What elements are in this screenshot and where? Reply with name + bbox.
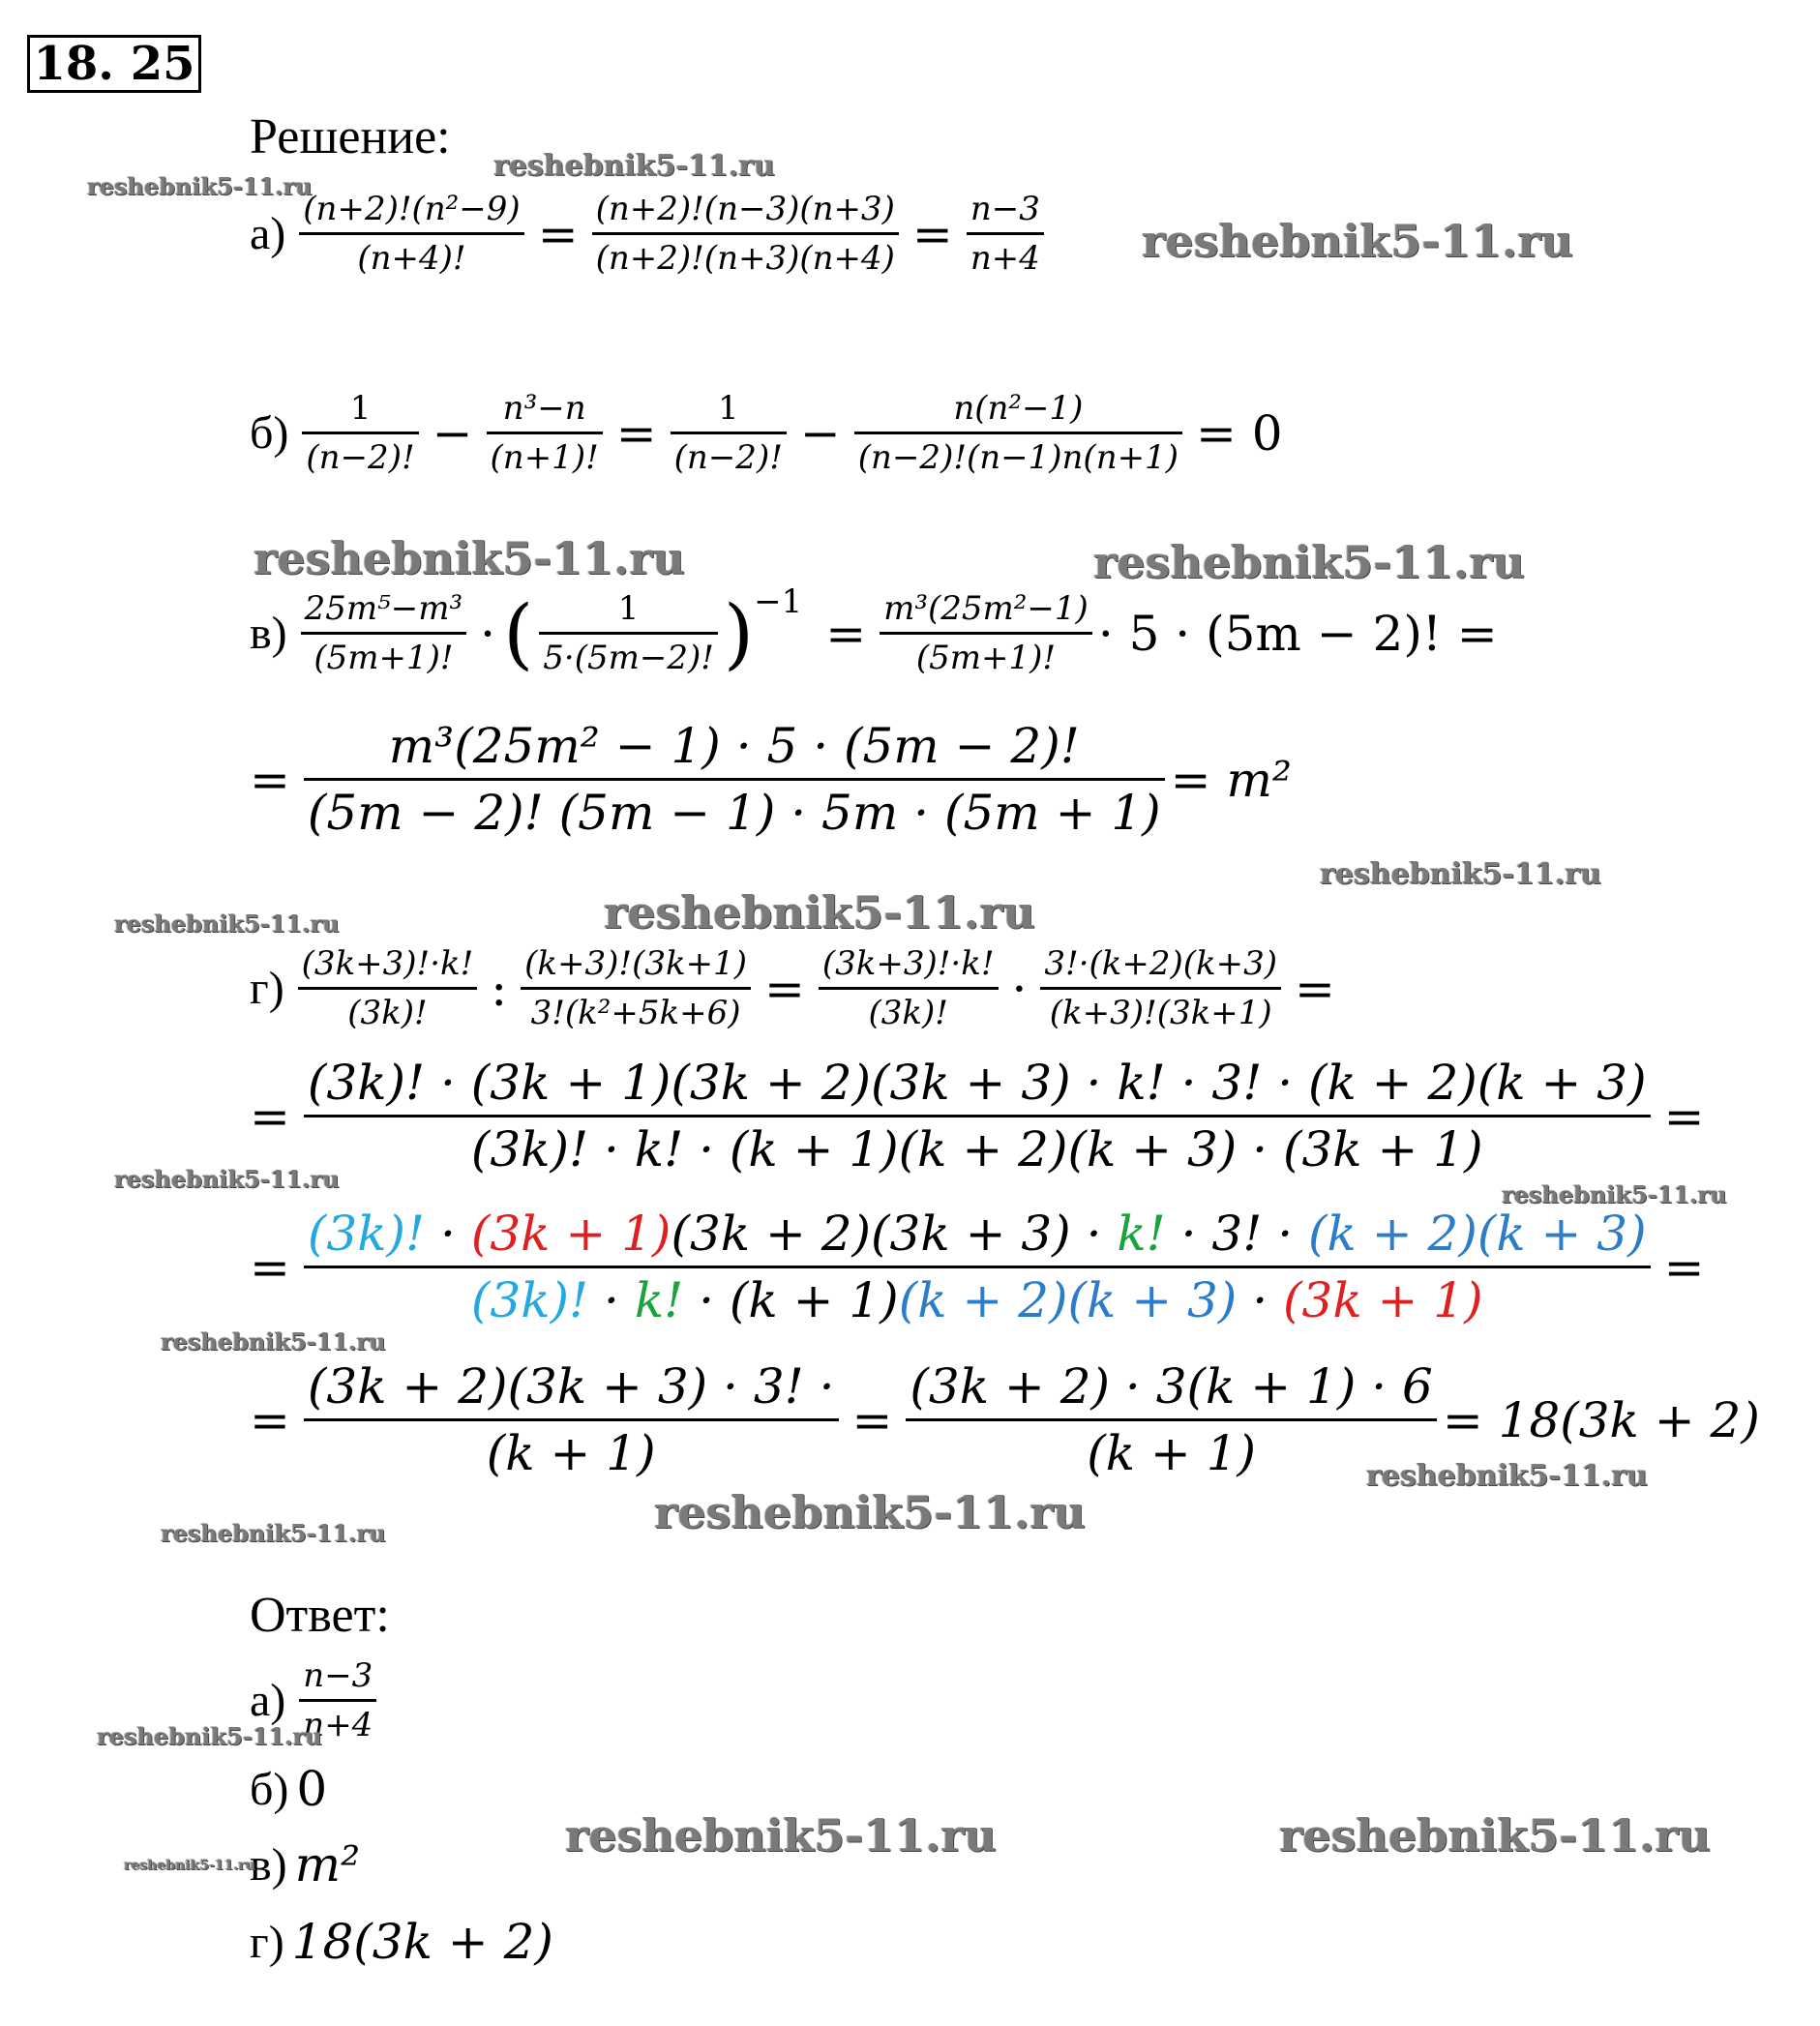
watermark: reshebnik5-11.ru bbox=[114, 909, 340, 938]
answer-v-line bbox=[250, 1836, 360, 1892]
numerator: 3!·(k+2)(k+3) bbox=[1044, 944, 1278, 983]
watermark: reshebnik5-11.ru bbox=[654, 1486, 1086, 1538]
equals-sign: = bbox=[763, 960, 805, 1017]
numerator: 1 bbox=[349, 389, 372, 428]
part-g-label: г) bbox=[250, 963, 284, 1014]
part-a-fraction-1 bbox=[299, 190, 523, 278]
numerator: n(n²−1) bbox=[953, 389, 1084, 428]
watermark: reshebnik5-11.ru bbox=[604, 886, 1035, 939]
answer-a-label: а) bbox=[250, 1675, 286, 1726]
cancel-term-3k-plus-1: (3k + 1) bbox=[1283, 1272, 1483, 1328]
numerator: 25m⁵−m³ bbox=[304, 589, 463, 628]
solution-heading: Решение: bbox=[250, 109, 451, 164]
part-g-fraction-2 bbox=[521, 944, 751, 1032]
part-a-fraction-3 bbox=[967, 190, 1044, 278]
term: (3k + 2)(3k + 3) · bbox=[671, 1206, 1118, 1262]
denominator: (k + 1) bbox=[1087, 1425, 1257, 1481]
watermark: reshebnik5-11.ru bbox=[1502, 1180, 1727, 1208]
part-a-fraction-2 bbox=[592, 190, 899, 278]
equals-sign: = bbox=[1663, 1087, 1705, 1145]
denominator: (n+2)!(n+3)(n+4) bbox=[595, 239, 895, 278]
denominator: (3k)! bbox=[347, 994, 428, 1032]
denominator: (3k)! bbox=[868, 994, 948, 1032]
part-v-tail: · 5 · (5m − 2)! = bbox=[1097, 605, 1498, 662]
term: · bbox=[588, 1272, 635, 1328]
part-v-fraction-4 bbox=[304, 718, 1165, 841]
cancel-term-k2-k3: (k + 2)(k + 3) bbox=[1308, 1206, 1647, 1262]
numerator: (k+3)!(3k+1) bbox=[524, 944, 747, 983]
equals-sign: = bbox=[250, 751, 290, 808]
watermark: reshebnik5-11.ru bbox=[565, 1809, 997, 1862]
answer-v-value: m² bbox=[294, 1836, 361, 1892]
numerator: 1 bbox=[617, 589, 640, 628]
denominator: (5m+1)! bbox=[915, 639, 1057, 677]
part-b-fraction-4 bbox=[854, 389, 1182, 477]
colon-sign: : bbox=[491, 960, 508, 1017]
numerator bbox=[304, 1206, 1651, 1262]
numerator: (3k + 2)(3k + 3) · 3! · bbox=[307, 1358, 835, 1415]
cancel-term-3k-fact: (3k)! bbox=[307, 1206, 426, 1262]
cancel-term-3k-fact: (3k)! bbox=[470, 1272, 589, 1328]
watermark: reshebnik5-11.ru bbox=[124, 1858, 255, 1873]
power-minus-one: −1 bbox=[754, 582, 803, 621]
equals-sign: = bbox=[537, 205, 579, 262]
part-g-fraction-7 bbox=[304, 1358, 839, 1481]
watermark: reshebnik5-11.ru bbox=[87, 172, 313, 200]
part-v-fraction-3 bbox=[880, 589, 1092, 677]
term: · (k + 1) bbox=[683, 1272, 899, 1328]
part-v-line-1 bbox=[250, 582, 1498, 678]
part-b-result: = 0 bbox=[1195, 404, 1283, 462]
equals-sign: = bbox=[615, 404, 657, 462]
denominator: n+4 bbox=[303, 1706, 373, 1744]
equals-sign: = bbox=[851, 1391, 893, 1448]
part-v-fraction-1 bbox=[301, 589, 467, 677]
denominator: n+4 bbox=[970, 239, 1040, 278]
answer-g-value: 18(3k + 2) bbox=[291, 1914, 553, 1970]
part-g-fraction-6 bbox=[304, 1206, 1651, 1328]
denominator: (n−2)!(n−1)n(n+1) bbox=[857, 438, 1179, 477]
numerator: m³(25m²−1) bbox=[883, 589, 1089, 628]
open-paren: ( bbox=[503, 588, 534, 678]
watermark: reshebnik5-11.ru bbox=[1142, 215, 1573, 267]
watermark: reshebnik5-11.ru bbox=[254, 532, 685, 584]
watermark: reshebnik5-11.ru bbox=[97, 1722, 322, 1750]
denominator: 5·(5m−2)! bbox=[543, 639, 714, 677]
dot-sign: · bbox=[480, 605, 496, 662]
answer-heading: Ответ: bbox=[250, 1588, 390, 1643]
term: · 3! · bbox=[1165, 1206, 1309, 1262]
numerator: n³−n bbox=[502, 389, 586, 428]
term: · bbox=[1237, 1272, 1283, 1328]
denominator: (5m − 2)! (5m − 1) · 5m · (5m + 1) bbox=[307, 785, 1161, 841]
watermark: reshebnik5-11.ru bbox=[161, 1327, 386, 1356]
part-v-fraction-2 bbox=[539, 589, 718, 677]
numerator: n−3 bbox=[303, 1656, 373, 1695]
numerator: (3k+3)!·k! bbox=[301, 944, 474, 983]
denominator: (n−2)! bbox=[306, 438, 415, 477]
numerator: m³(25m² − 1) · 5 · (5m − 2)! bbox=[388, 718, 1080, 774]
part-g-fraction-8 bbox=[906, 1358, 1436, 1481]
watermark: reshebnik5-11.ru bbox=[161, 1519, 386, 1547]
numerator: (3k+3)!·k! bbox=[821, 944, 995, 983]
part-b-line bbox=[250, 389, 1291, 477]
cancel-term-k-fact: k! bbox=[1117, 1206, 1166, 1262]
cancel-term-3k-plus-1: (3k + 1) bbox=[470, 1206, 671, 1262]
denominator: (n+1)! bbox=[490, 438, 599, 477]
denominator: (n+4)! bbox=[357, 239, 466, 278]
denominator bbox=[467, 1272, 1487, 1328]
numerator: (n+2)!(n²−9) bbox=[303, 190, 521, 228]
part-g-line-3 bbox=[250, 1206, 1713, 1328]
watermark: reshebnik5-11.ru bbox=[1366, 1459, 1648, 1493]
dot-sign: · bbox=[1011, 960, 1028, 1017]
answer-v-label: в) bbox=[250, 1838, 287, 1891]
equals-sign: = bbox=[825, 605, 867, 662]
part-v-label: в) bbox=[250, 608, 287, 659]
denominator: (k+3)!(3k+1) bbox=[1049, 994, 1272, 1032]
part-g-line-2 bbox=[250, 1055, 1713, 1177]
cancel-term-k-fact: k! bbox=[634, 1272, 684, 1328]
denominator: (n−2)! bbox=[673, 438, 783, 477]
denominator: (5m+1)! bbox=[313, 639, 454, 677]
part-v-line-2 bbox=[250, 718, 1292, 841]
part-g-fraction-4 bbox=[1040, 944, 1281, 1032]
denominator: (3k)! · k! · (k + 1)(k + 2)(k + 3) · (3k + 1) bbox=[470, 1121, 1483, 1177]
part-b-label: б) bbox=[250, 407, 289, 459]
numerator: (3k)! · (3k + 1)(3k + 2)(3k + 3) · k! · 3! · (k + 2)(k + 3) bbox=[307, 1055, 1647, 1111]
part-b-fraction-2 bbox=[487, 389, 603, 477]
close-paren: ) bbox=[723, 588, 755, 678]
cancel-term-k2-k3: (k + 2)(k + 3) bbox=[898, 1272, 1238, 1328]
denominator: (k + 1) bbox=[486, 1425, 656, 1481]
equals-sign: = bbox=[911, 205, 953, 262]
part-g-result: = 18(3k + 2) bbox=[1442, 1391, 1760, 1448]
answer-g-line bbox=[250, 1914, 553, 1970]
watermark: reshebnik5-11.ru bbox=[1279, 1809, 1711, 1862]
watermark: reshebnik5-11.ru bbox=[1093, 536, 1525, 588]
equals-sign: = bbox=[250, 1087, 290, 1145]
part-g-fraction-5 bbox=[304, 1055, 1651, 1177]
equals-sign: = bbox=[1295, 960, 1335, 1017]
watermark: reshebnik5-11.ru bbox=[114, 1165, 340, 1193]
answer-b-value: 0 bbox=[296, 1761, 328, 1817]
part-b-fraction-1 bbox=[302, 389, 418, 477]
denominator: 3!(k²+5k+6) bbox=[530, 994, 741, 1032]
part-b-fraction-3 bbox=[671, 389, 787, 477]
equals-sign: = bbox=[250, 1391, 290, 1448]
problem-number: 18. 25 bbox=[27, 35, 201, 93]
answer-b-line bbox=[250, 1761, 327, 1817]
part-a-line bbox=[250, 190, 1050, 278]
watermark: reshebnik5-11.ru bbox=[493, 149, 775, 183]
part-g-line-1 bbox=[250, 944, 1343, 1032]
numerator: 1 bbox=[717, 389, 739, 428]
numerator: (n+2)!(n−3)(n+3) bbox=[595, 190, 895, 228]
numerator: (3k + 2) · 3(k + 1) · 6 bbox=[910, 1358, 1433, 1415]
minus-sign: − bbox=[799, 404, 841, 462]
term: · bbox=[425, 1206, 471, 1262]
part-v-result: = m² bbox=[1170, 751, 1292, 808]
minus-sign: − bbox=[432, 404, 473, 462]
answer-b-label: б) bbox=[250, 1763, 289, 1815]
part-g-fraction-1 bbox=[298, 944, 478, 1032]
answer-g-label: г) bbox=[250, 1916, 284, 1968]
numerator: n−3 bbox=[970, 190, 1040, 228]
part-g-fraction-3 bbox=[819, 944, 999, 1032]
watermark: reshebnik5-11.ru bbox=[1320, 857, 1601, 891]
equals-sign: = bbox=[1663, 1238, 1705, 1296]
part-a-label: а) bbox=[250, 208, 286, 259]
equals-sign: = bbox=[250, 1238, 290, 1296]
